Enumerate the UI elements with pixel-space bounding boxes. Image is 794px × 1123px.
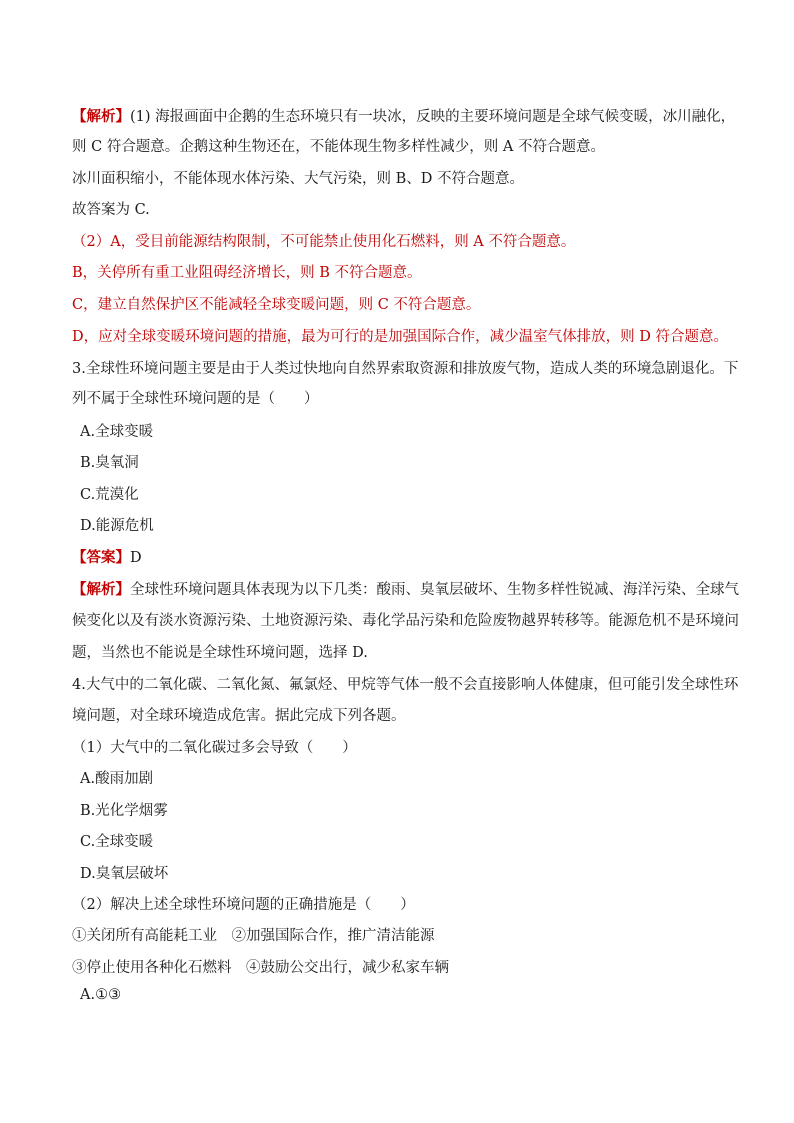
- text-line: [72, 546, 142, 567]
- text-line: [72, 293, 480, 314]
- text-line: [72, 641, 368, 662]
- line-text: B.光化学烟雾: [80, 803, 168, 819]
- text-line: [80, 483, 139, 504]
- line-text: 列不属于全球性环境问题的是（ ）: [72, 391, 319, 407]
- line-text: 境问题，对全球环境造成危害。据此完成下列各题。: [72, 708, 406, 724]
- text-line: [80, 799, 168, 820]
- line-text: （2）A，受目前能源结构限制，不可能禁止使用化石燃料，则 A 不符合题意。: [72, 234, 576, 250]
- line-text: 故答案为 C.: [72, 202, 150, 218]
- text-line: [72, 325, 728, 346]
- text-line: [72, 578, 739, 599]
- text-line: [72, 105, 735, 126]
- line-text: (1) 海报画面中企鹅的生态环境只有一块冰，反映的主要环境问题是全球气候变暖，冰川融化，: [130, 109, 736, 125]
- line-text: D: [130, 550, 142, 566]
- line-text: ①关闭所有高能耗工业 ②加强国际合作，推广清洁能源: [72, 928, 435, 944]
- text-line: [72, 135, 605, 156]
- line-text: D.能源危机: [80, 518, 154, 534]
- text-line: [72, 673, 738, 694]
- text-line: [80, 514, 154, 535]
- line-text: 则 C 符合题意。企鹅这种生物还在，不能体现生物多样性减少，则 A 不符合题意。: [72, 139, 605, 155]
- text-line: [80, 987, 121, 1003]
- text-line: [80, 862, 168, 883]
- text-line: [80, 767, 153, 788]
- line-text: 3.全球性环境问题主要是由于人类过快地向自然界索取资源和排放废气物，造成人类的环境急剧退化。下: [72, 361, 739, 377]
- text-line: [72, 198, 150, 219]
- text-line: [72, 956, 449, 977]
- line-text: B，关停所有重工业阻碍经济增长，则 B 不符合题意。: [72, 265, 422, 281]
- text-line: [72, 704, 406, 725]
- text-line: [72, 357, 738, 378]
- section-tag: 【解析】: [72, 108, 130, 125]
- text-line: [80, 420, 153, 441]
- text-line: [80, 830, 153, 851]
- line-text: （2）解决上述全球性环境问题的正确措施是（ ）: [72, 897, 415, 913]
- text-line: [80, 451, 139, 472]
- section-tag: 【答案】: [72, 549, 130, 566]
- line-text: D.臭氧层破坏: [80, 866, 169, 882]
- section-tag: 【解析】: [72, 581, 130, 598]
- line-text: C.荒漠化: [80, 487, 139, 503]
- text-line: [72, 230, 575, 251]
- line-text: （1）大气中的二氧化碳过多会导致（ ）: [72, 740, 357, 756]
- line-text: B.臭氧洞: [80, 455, 139, 471]
- text-line: [72, 893, 415, 914]
- line-text: C.全球变暖: [80, 834, 154, 850]
- text-line: [72, 387, 319, 408]
- line-text: A.①③: [80, 987, 122, 1003]
- line-text: A.酸雨加剧: [80, 771, 154, 787]
- line-text: A.全球变暖: [80, 424, 154, 440]
- line-text: 候变化以及有淡水资源污染、土地资源污染、毒化学品污染和危险废物越界转移等。能源危机不是环境问: [72, 613, 739, 629]
- text-line: [72, 167, 524, 188]
- line-text: 全球性环境问题具体表现为以下几类：酸雨、臭氧层破坏、生物多样性锐减、海洋污染、全球气: [130, 582, 739, 598]
- line-text: 4.大气中的二氧化碳、二氧化氮、氟氯烃、甲烷等气体一般不会直接影响人体健康，但可能引发全球性环: [72, 677, 739, 693]
- text-line: [72, 261, 422, 282]
- line-text: C，建立自然保护区不能减轻全球变暖问题，则 C 不符合题意。: [72, 297, 481, 313]
- text-line: [72, 736, 357, 757]
- line-text: ③停止使用各种化石燃料 ④鼓励公交出行，减少私家车辆: [72, 960, 449, 976]
- text-line: [72, 609, 739, 630]
- line-text: D，应对全球变暖环境问题的措施，最为可行的是加强国际合作，减少温室气体排放，则 D 符合题意。: [72, 329, 728, 345]
- line-text: 题，当然也不能说是全球性环境问题，选择 D.: [72, 645, 368, 661]
- text-line: [72, 924, 435, 945]
- line-text: 冰川面积缩小，不能体现水体污染、大气污染，则 B、D 不符合题意。: [72, 171, 524, 187]
